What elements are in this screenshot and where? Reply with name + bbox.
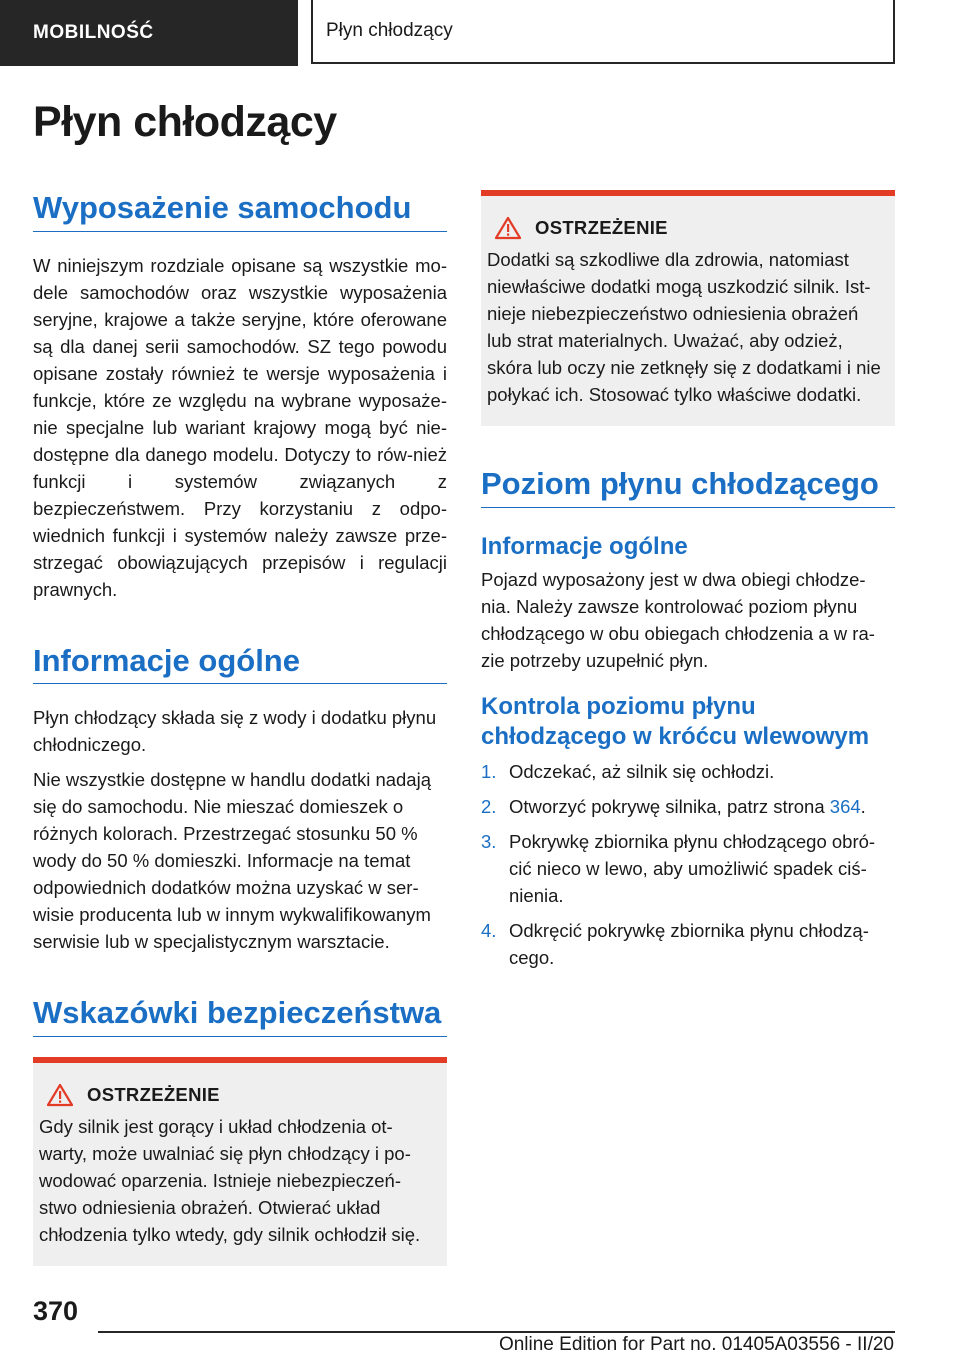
footer-divider [98, 1331, 895, 1333]
heading-safety: Wskazówki bezpieczeństwa [33, 995, 447, 1037]
step-text: Pokrywkę zbiornika płynu chłodzącego obró-cić nieco w lewo, aby umożliwić spadek ciś-nienia. [509, 830, 876, 906]
list-item [481, 758, 895, 785]
heading-coolant-level: Poziom płynu chłodzącego [481, 466, 895, 508]
general-text-2: Nie wszystkie dostępne w handlu dodatki nadają się do samochodu. Nie mieszać domieszek o różnych kolorach. Przestrzegać stosunku 50 % wody do 50 % domieszki. Informacje na temat odpowiednich dodatków można uzyskać w ser-wisie producenta lub w innym wykwalifikowanym serwisie lub w specjalistycznym warsztacie. [33, 769, 431, 953]
step-number: 3. [481, 830, 497, 852]
warning-text: Dodatki są szkodliwe dla zdrowia, natomiast niewłaściwe dodatki mogą uszkodzić silnik. Ist-nieje niebezpieczeństwo odniesienia obrażeń lub strat materialnych. Uważać, aby odzież, skóra lub oczy nie zetknęły się z dodatkami i nie połykać ich. Stosować tylko właściwe dodatki. [487, 249, 881, 405]
general-text-1: Płyn chłodzący składa się z wody i dodatku płynu chłodniczego. [33, 707, 437, 756]
list-item [481, 793, 895, 820]
warning-box-hot-engine [33, 1057, 447, 1266]
list-item [481, 828, 895, 909]
steps-list [481, 758, 895, 971]
edition-text: Online Edition for Part no. 01405A03556 - II/20 [498, 1334, 894, 1355]
left-column [33, 190, 447, 1266]
warning-box-additives [481, 190, 895, 426]
page-number: 370 [33, 1296, 79, 1326]
page-link[interactable]: 364 [829, 795, 861, 817]
list-item [481, 917, 895, 971]
warning-label: OSTRZEŻENIE [535, 217, 668, 238]
step-text-end: . [860, 795, 866, 817]
heading-general-info-right: Informacje ogólne [481, 532, 688, 560]
general-text-right: Pojazd wyposażony jest w dwa obiegi chłodze-nia. Należy zawsze kontrolować poziom płynu chłodzącego w obu obiegach chłodzenia a w ra-zie potrzeby uzupełnić płyn. [481, 568, 875, 671]
heading-equipment: Wyposażenie samochodu [33, 190, 447, 232]
section-tab: MOBILNOŚĆ [0, 0, 298, 66]
warning-triangle-icon [495, 216, 521, 240]
equipment-text: W niniejszym rozdziale opisane są wszystkie mo-dele samochodów oraz wszystkie wyposażenia seryjne, krajowe a także seryjne, które oferowane są dla danej serii samochodów. SZ tego powodu opisane zostały również te wersje wyposażenia i funkcje, które ze względu na wybrane wyposaże-nie specjalne lub wariant krajowy mogą być nie-dostępne dla danego modelu. Dotyczy to rów-nież funkcji i systemów związanych z bezpieczeństwem. Przy korzystaniu z odpo-wiednich funkcji i systemów należy zawsze prze-strzegać obowiązujących przepisów i regulacji prawnych. [33, 254, 447, 600]
heading-general-info: Informacje ogólne [33, 643, 447, 685]
step-number: 1. [481, 760, 497, 782]
step-text: Otworzyć pokrywę silnika, patrz strona [509, 795, 830, 817]
step-number: 4. [481, 919, 497, 941]
warning-triangle-icon [47, 1083, 73, 1107]
page-title: Płyn chłodzący [33, 98, 337, 146]
chapter-tab: Płyn chłodzący [311, 0, 895, 64]
warning-label: OSTRZEŻENIE [87, 1083, 220, 1105]
step-number: 2. [481, 795, 497, 817]
right-column [481, 190, 895, 979]
heading-check-level: Kontrola poziomu płynu chłodzącego w króćcu wlewowym [481, 692, 870, 750]
warning-text: Gdy silnik jest gorący i układ chłodzenia ot-warty, może uwalniać się płyn chłodzący i po-wodować oparzenia. Istnieje niebezpieczeń-stwo odniesienia obrażeń. Otwierać układ chłodzenia tylko wtedy, gdy silnik ochłodził się. [39, 1115, 421, 1245]
page-header [0, 0, 960, 66]
step-text: Odczekać, aż silnik się ochłodzi. [509, 760, 775, 782]
step-text: Odkręcić pokrywkę zbiornika płynu chłodzą-cego. [509, 919, 869, 968]
